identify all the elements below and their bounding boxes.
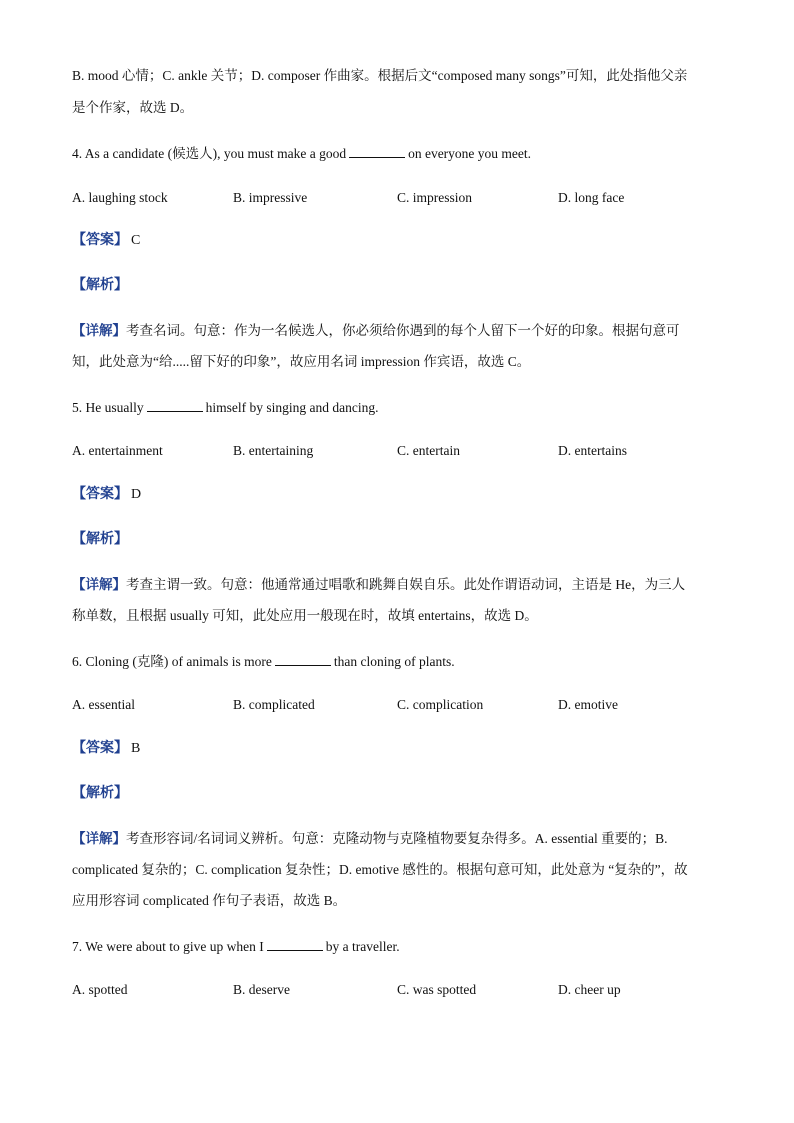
- detail-label: 【详解】: [72, 831, 126, 846]
- stem-text: than cloning of plants.: [333, 654, 455, 669]
- answer-value: C: [131, 233, 141, 248]
- detail-label: 【详解】: [72, 577, 126, 592]
- answer-blank: [267, 937, 323, 951]
- stem-text: 5. He usually: [72, 400, 144, 415]
- answer-tag: [72, 486, 141, 504]
- option-b: B. impressive: [233, 190, 308, 205]
- option-b: B. complicated: [233, 697, 315, 712]
- detail-line: 应用形容词 complicated 作句子表语，故选 B。: [72, 893, 347, 908]
- analysis-label: 【解析】: [72, 278, 128, 293]
- option-d: D. emotive: [558, 697, 618, 712]
- detail-line: [72, 830, 668, 848]
- answer-label: 【答案】: [72, 487, 128, 502]
- detail-line: complicated 复杂的；C. complication 复杂性；D. emotive 感性的。根据句意可知，此处意为 “复杂的”，故: [72, 862, 688, 877]
- stem-text: 7. We were about to give up when I: [72, 939, 264, 954]
- option-d: D. cheer up: [558, 982, 621, 997]
- detail-text: 考查名词。句意：作为一名候选人，你必须给你遇到的每个人留下一个好的印象。根据句意可: [126, 323, 680, 338]
- detail-text: 考查主谓一致。句意：他通常通过唱歌和跳舞自娱自乐。此处作谓语动词，主语是 He，为三人: [126, 577, 686, 592]
- answer-tag: [72, 232, 140, 250]
- stem-text: 4. As a candidate (候选人), you must make a good: [72, 146, 347, 161]
- option-a: A. laughing stock: [72, 190, 168, 205]
- analysis-tag: [72, 785, 128, 803]
- answer-label: 【答案】: [72, 741, 128, 756]
- stem-text: himself by singing and dancing.: [205, 400, 379, 415]
- detail-text: 考查形容词/名词词义辨析。句意：克隆动物与克隆植物要复杂得多。A. essential 重要的；B.: [126, 831, 668, 846]
- question-4-stem: [72, 144, 531, 163]
- answer-blank: [349, 144, 405, 158]
- answer-blank: [147, 398, 203, 412]
- option-d: D. entertains: [558, 443, 627, 458]
- stem-text: on everyone you meet.: [408, 146, 532, 161]
- detail-label: 【详解】: [72, 323, 126, 338]
- option-c: C. entertain: [397, 443, 460, 458]
- option-a: A. spotted: [72, 982, 128, 997]
- option-d: D. long face: [558, 190, 625, 205]
- question-7-stem: [72, 937, 400, 956]
- stem-text: 6. Cloning (克隆) of animals is more: [72, 654, 272, 669]
- analysis-label: 【解析】: [72, 532, 128, 547]
- detail-line: [72, 576, 685, 594]
- option-c: C. was spotted: [397, 982, 477, 997]
- detail-line: 知，此处意为“给.....留下好的印象”，故应用名词 impression 作宾语，故选 C。: [72, 354, 531, 369]
- analysis-label: 【解析】: [72, 786, 128, 801]
- explanation-line: B. mood 心情；C. ankle 关节；D. composer 作曲家。根据后文“composed many songs”可知，此处指他父亲: [72, 68, 688, 83]
- analysis-tag: [72, 277, 128, 295]
- option-c: C. complication: [397, 697, 484, 712]
- stem-text: by a traveller.: [325, 939, 400, 954]
- question-6-stem: [72, 652, 455, 671]
- answer-tag: [72, 740, 140, 758]
- analysis-tag: [72, 531, 128, 549]
- answer-value: D: [131, 487, 142, 502]
- explanation-line: 是个作家，故选 D。: [72, 100, 194, 115]
- option-a: A. essential: [72, 697, 135, 712]
- answer-label: 【答案】: [72, 233, 128, 248]
- question-5-stem: [72, 398, 378, 417]
- option-b: B. entertaining: [233, 443, 314, 458]
- detail-line: [72, 322, 680, 340]
- answer-blank: [275, 652, 331, 666]
- option-a: A. entertainment: [72, 443, 163, 458]
- option-c: C. impression: [397, 190, 473, 205]
- option-b: B. deserve: [233, 982, 290, 997]
- detail-line: 称单数，且根据 usually 可知，此处应用一般现在时，故填 entertains，故选 D。: [72, 608, 538, 623]
- answer-value: B: [131, 741, 141, 756]
